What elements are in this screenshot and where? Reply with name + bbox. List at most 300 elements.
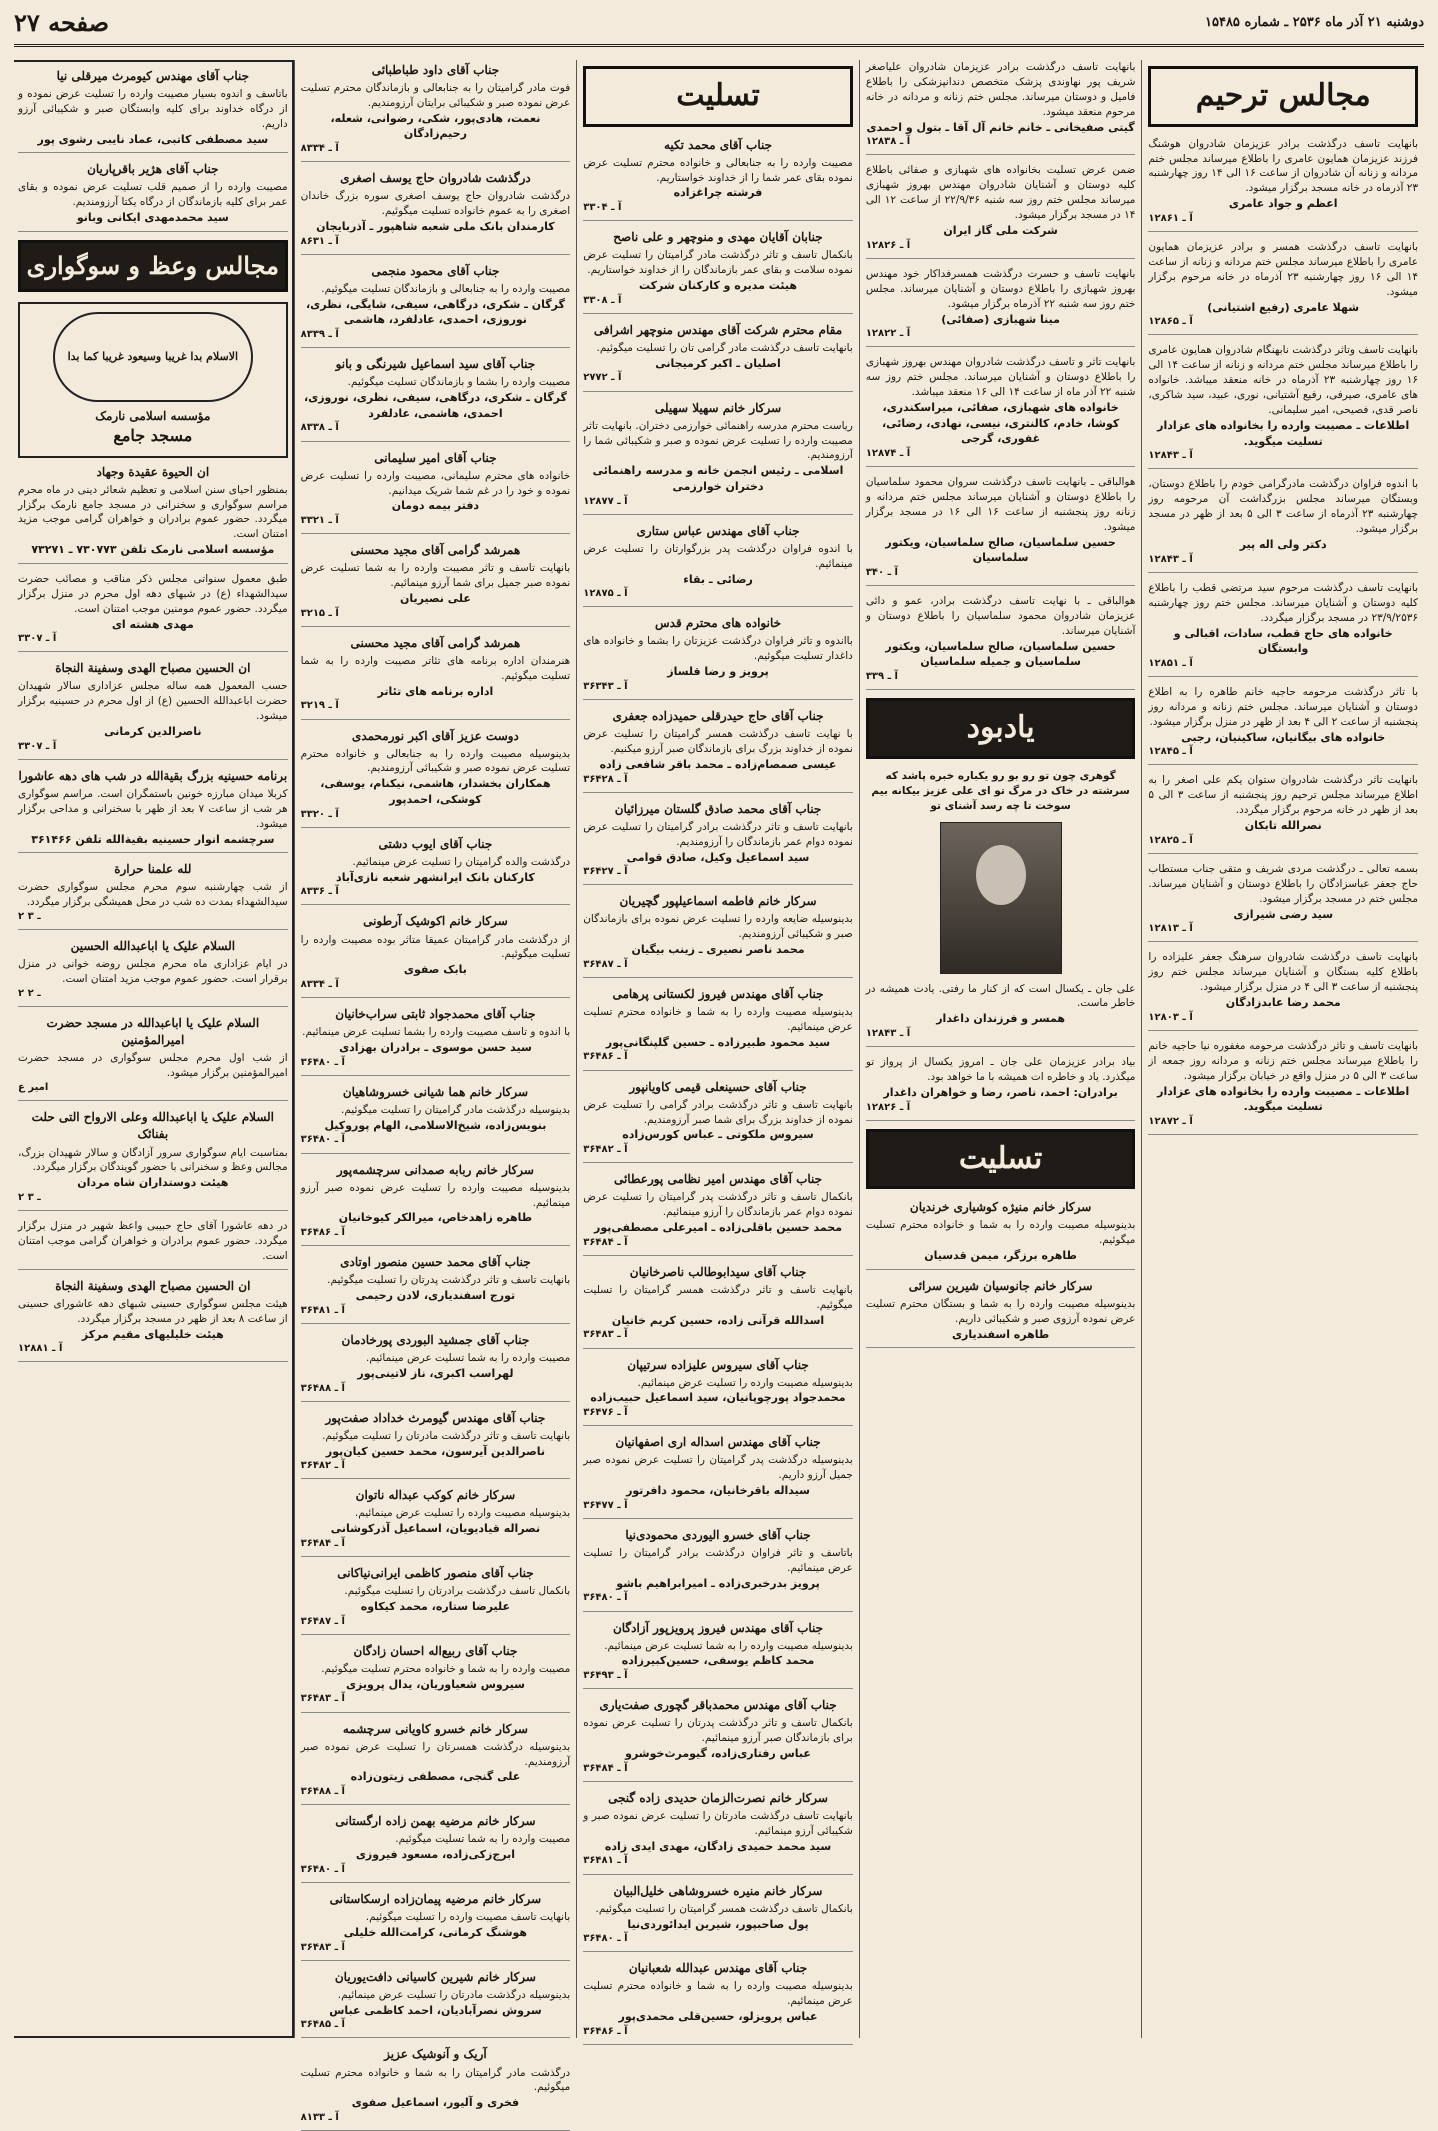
- notice-text: طبق معمول سنواتی مجلس ذکر مناقب و مصائب حضرت سیدالشهداء (ع) در شبهای دهه اول محرم در منزل برگزار میگردد. حضور عموم مومنین موجب امتنان است.: [18, 572, 288, 615]
- column-taslit: [576, 60, 859, 2038]
- notice-text: بانهایت تاسف و تاثر درگذشت مادرتان را تسلیت میگوئیم.: [322, 1429, 571, 1442]
- notice-item: [1148, 862, 1418, 943]
- yadbud-code: آ ـ ۱۲۸۴۳: [865, 1027, 911, 1039]
- notice-text: مصیبت وارده را از صمیم قلب تسلیت عرض نموده و بقای عمر برای کلیه بازماندگان از درگاه یکتا آرزومندیم.: [18, 181, 288, 209]
- notice-text: بمناسبت ایام سوگواری سرور آزادگان و سالار شهیدان بزرگ، مجالس وعظ و سخنرانی با حضور گویندگان برگزار میگردد.: [18, 1146, 288, 1174]
- notice-code: آ ـ ۳۶۴۸۶: [583, 1051, 628, 1063]
- emblem-ring-text: الاسلام بدا غریبا وسیعود غریبا کما بدا: [53, 312, 253, 402]
- notice-code: آ ـ ۸۳۳۴: [300, 978, 339, 990]
- page-number: صفحه ۲۷: [14, 7, 110, 37]
- notice-code: آ ـ ۳۳۹: [865, 671, 898, 683]
- notice-item: [18, 938, 288, 1007]
- notice-signature: محمد حسین باقلی‌زاده ـ امیرعلی مصطفی‌پور: [594, 1221, 843, 1235]
- notice-signature: ناصرالدین آیرسون، محمد حسین کیان‌پور: [325, 1444, 545, 1458]
- notice-text: بانکمال تاسف و تاثر درگذشت مادر گرامیتان را تسلیت عرض نموده سلامت و بقای عمر بازماندگان را از خداوند خواستاریم.: [583, 249, 853, 277]
- column-two: [859, 60, 1142, 2038]
- notice-item: [1148, 685, 1418, 766]
- notice-text: بانهایت تاسف درگذشت شادروان سرهنگ جعفر علیزاده را باطلاع کلیه بستگان و آشنایان میرساند مجلس ختم روز پنجشنبه از ساعت ۳ الی ۴ در منزل برگزار میشود.: [1148, 951, 1418, 994]
- notice-code: آ ـ ۸۳۳۴: [300, 143, 339, 155]
- yadbud-notice: [866, 769, 1136, 1047]
- notice-code: آ ـ ۱۲۸۶۵: [1148, 316, 1193, 328]
- notice-item: [583, 1527, 853, 1612]
- notice-item: [583, 1079, 853, 1164]
- masthead: [14, 0, 1424, 47]
- notice-code: ۲ ـ ۳: [18, 911, 41, 923]
- notice-item: [583, 1620, 853, 1690]
- notice-signature: سید محمدمهدی ایکانی وبانو: [76, 211, 229, 225]
- notice-text: بانکمال تاسف درگذشت برادرتان را تسلیت میگوئیم.: [344, 1585, 571, 1598]
- tarhim-list: [1148, 137, 1418, 1136]
- notice-signature: سرچشمه انوار حسینیه بقیةالله تلفن ۳۶۱۴۶۶: [31, 832, 275, 846]
- notice-text: بدینوسیله مصیبت وارده را به شما و خانواده محترم تسلیت عرض مینمائیم.: [583, 1980, 853, 2008]
- notice-title: جناب آقای منصور کاظمی ایرانی‌نیاکانی: [337, 1566, 534, 1581]
- notice-code: آ ـ ۳۶۴۲۷: [583, 866, 628, 878]
- notice-item: [583, 1171, 853, 1256]
- notice-code: آ ـ ۳۲۱۵: [300, 607, 339, 619]
- notice-title: جناب آقای محمد حسین منصور اوتادی: [340, 1255, 531, 1270]
- section-header-taslit: تسلیت: [583, 66, 853, 127]
- column-five-top-list: [18, 68, 288, 232]
- notice-title: جناب آقای محمد صادق گلستان میرزائیان: [614, 801, 822, 816]
- notice-text: مصیبت وارده را به شما تسلیت میگوئیم.: [395, 1833, 571, 1846]
- column-four: [294, 60, 577, 2123]
- notice-item: [301, 450, 571, 535]
- notice-code: آ ـ ۳۶۴۸۰: [583, 1592, 628, 1604]
- notice-text: بدینوسیله درگذشت همسرتان را تسلیت عرض نموده صبر آرزومندیم.: [300, 1740, 571, 1768]
- notice-text: درگذشت مادر گرامیتان را به شما و خانواده محترم تسلیت میگوئیم.: [300, 2066, 571, 2094]
- notice-item: [301, 62, 571, 162]
- notice-title: جناب آقای هژیر باقرپاریان: [87, 162, 219, 177]
- notice-item: [301, 1813, 571, 1883]
- notice-title: جناب آقای داود طباطبائی: [371, 63, 500, 77]
- notice-signature: علی گنجی، مصطفی زیتون‌زاده: [350, 1770, 521, 1784]
- notice-title: جناب آقای ربیع‌اله احسان زادگان: [353, 1643, 518, 1658]
- notice-title: سرکار خانم خسرو کاویانی سرچشمه: [342, 1721, 528, 1736]
- notice-code: آ ـ ۳۶۴۸۸: [300, 1382, 345, 1394]
- notice-text: هنرمندان اداره برنامه های تئاتر مصیبت وارده را به شما تسلیت میگوئیم.: [300, 654, 571, 682]
- notice-item: [1148, 240, 1418, 335]
- notice-text: با تاثر درگذشت مرحومه حاجیه خانم طاهره را به اطلاع دوستان و آشنایان میرساند. مجلس ختم زنانه و مردانه روز پنجشنبه از ساعت ۲ الی ۴ بعد از ظهر در منزل برگزار میشود.: [1148, 685, 1418, 728]
- notice-title: سرکار خانم سهیلا سهیلی: [654, 400, 782, 415]
- notice-item: [301, 170, 571, 255]
- notice-signature: سید حسن موسوی ـ برادران بهزادی: [339, 1041, 532, 1055]
- notice-text: با اندوه فراوان درگذشت مادرگرامی خودم را باطلاع دوستان، وبستگان میرساند مجلس بزرگداشت آن مرحومه روز چهارشنبه ۲۳ آذرماه از ساعت ۳ الی ۵ بعد از ظهر در مسجد برگزار میشود.: [1148, 478, 1418, 536]
- mosque-emblem: [18, 302, 288, 458]
- notice-code: آ ـ ۲۷۷۲: [583, 372, 622, 384]
- notice-text: مصیبت وارده را به شما و خانواده محترم تسلیت میگوئیم.: [321, 1662, 571, 1675]
- notice-signature: سروش نصرآبادیان، احمد کاظمی عباس: [329, 2003, 542, 2017]
- notice-code: آ ـ ۱۲۸۱۳: [1148, 923, 1193, 935]
- yadbud-verse: گوهری چون تو رو بو رو یکباره خبره پاشد که سرشته در خاک در مرگ تو ای علی عزیز بیکانه بیم سوخت تا چه رسد آشنای تو: [871, 769, 1130, 812]
- notice-text: بااندوه و تاثر فراوان درگذشت عزیزتان را بشما و خانواده های داغدار تسلیت میگوئیم.: [583, 635, 853, 663]
- notice-text: با نهایت تاسف درگذشت همسر گرامیتان را تسلیت عرض نموده از خداوند بزرگ برای بازماندگان صبر آرزو میکنیم.: [583, 728, 853, 755]
- notice-item: [583, 1357, 853, 1427]
- notice-title: جناب آقای مهندس امیر نظامی پورعطائی: [613, 1172, 823, 1187]
- notice-signature: کارمندان بانک ملی شعبه شاهپور ـ آذربایجان: [316, 220, 555, 234]
- notice-item: [301, 1332, 571, 1402]
- notice-signature: نصراله قیادیویان، اسماعیل آذرکوشانی: [330, 1522, 541, 1536]
- notice-text: بانهایت تاسف درگذشت همسر و برادر عزیزمان همایون عامری را باطلاع میرساند مجلس ختم مردانه و زنانه از ساعت ۱۴ الی ۱۶ روز چهارشنبه ۲۳ آذرماه در خانه مرحوم برگزار میشود.: [1148, 241, 1419, 298]
- notice-item: [583, 1960, 853, 2045]
- notice-text: بدینوسیله مصیبت وارده را تسلیت عرض نموده صبر آرزو مینمائیم.: [300, 1181, 571, 1209]
- notice-title: جنابان آقایان مهدی و منوچهر و علی ناصح: [613, 230, 823, 245]
- notice-code: آ ـ ۱۲۸۴۳: [1148, 450, 1193, 462]
- yadbud-notice-2: [866, 1055, 1136, 1121]
- notice-item: [301, 1643, 571, 1713]
- notice-title: جناب آقای محمدجواد ثابتی سراب‌خانیان: [335, 1007, 536, 1022]
- notice-code: آ ـ ۸۳۳۶: [300, 886, 339, 898]
- yadbud2-code: آ ـ ۱۲۸۲۶: [865, 1101, 911, 1113]
- notice-text: مصیبت وارده را بشما و بازماندگان تسلیت میگوئیم.: [347, 376, 571, 389]
- notice-code: آ ـ ۱۲۸۷۴: [865, 447, 911, 459]
- notice-signature: هوشنگ کرمانی، کرامت‌الله خلیلی: [343, 1925, 528, 1939]
- notice-title: ان الحسین مصباح الهدی وسفینة النجاة: [55, 1278, 251, 1293]
- notice-item: [583, 1697, 853, 1782]
- notice-code: آ ـ ۳۶۴۸۶: [300, 1227, 345, 1239]
- notice-item: [583, 708, 853, 793]
- notice-code: آ ـ ۳۶۴۸۰: [300, 1134, 345, 1146]
- column-two-list: [866, 60, 1136, 690]
- notice-item: [18, 68, 288, 153]
- notice-text: بانهایت تاسف و تاثر درگذشت برادر گرامیتان را تسلیت عرض نموده دوام عمر بازماندگان را آرزومندیم.: [583, 820, 853, 848]
- notice-code: آ ـ ۳۶۴۸۶: [583, 2025, 628, 2037]
- notice-text: بدینوسیله مصیبت وارده را به شما تسلیت عرض مینمائیم.: [604, 1639, 853, 1652]
- notice-title: جناب آقای مهندس عباس ستاری: [636, 523, 800, 538]
- notice-text: بانهایت تاسف و تاثر درگذشت پدرتان را تسلیت میگوئیم.: [327, 1274, 571, 1287]
- notice-code: آ ـ ۱۲۸۲۵: [1148, 834, 1193, 846]
- notice-item: [1148, 477, 1418, 572]
- notice-item: [1148, 343, 1418, 469]
- notice-code: آ ـ ۱۲۸۵۱: [1148, 657, 1193, 669]
- notice-title: درگذشت شادروان حاج یوسف اصغری: [340, 171, 531, 186]
- notice-signature: نعمت، هادی‌پور، شکی، رضوانی، شعله، رحیم‌زادگان: [330, 111, 541, 141]
- notice-item: [583, 137, 853, 222]
- notice-signature: خانواده های شهبازی، صفائی، میراسکندری، کوشا، خادم، کالنتری، نیسی، نهادی، رضائی، غفوری، گرجی: [881, 401, 1120, 446]
- notice-code: آ ـ ۳۶۴۷۷: [583, 1499, 628, 1511]
- notice-title: جناب آقای مهندس کیومرث میرقلی نیا: [56, 69, 250, 83]
- notice-title: جناب آقای حاج حیدرقلی حمیدزاده جعفری: [612, 709, 824, 724]
- notice-title: جناب آقای مهندس محمدباقر گچوری صفت‌یاری: [599, 1698, 837, 1713]
- notice-title: جناب آقای مهندس اسداله اری اصفهانیان: [615, 1435, 821, 1450]
- notice-text: خانواده های محترم سلیمانی، مصیبت وارده را تسلیت عرض نموده و خود را در غم شما شریک میدانیم.: [300, 469, 571, 497]
- notice-item: [18, 464, 288, 564]
- notice-text: درگذشت شادروان حاج یوسف اصغری سوره بزرگ خاندان اصغری را به عموم خانواده تسلیت میگوئیم.: [300, 190, 571, 218]
- notice-text: ریاست محترم مدرسه راهنمائی خوارزمی دختران. بانهایت تاثر مصیبت وارده را تسلیت عرض نموده و صبر و شکیبائی شما را آرزومندیم.: [583, 419, 853, 462]
- notice-code: آ ـ ۳۳۰۷: [18, 740, 57, 752]
- notice-text: بدینوسیله مصیبت وارده را به جنابعالی و خانواده محترم تسلیت عرض نموده صبر و شکیبائی آرزومندیم.: [300, 747, 571, 775]
- section-header-yadbud: یادبود: [866, 698, 1136, 759]
- notice-title: جناب آقای مهندس فیروز لکستانی پرهامی: [612, 986, 824, 1001]
- notice-text: بانهایت تاسف درگذشت برادر عزیزمان شادروان هوشنگ فرزند عزیزمان همایون عامری را باطلاع میرساند مجلس ختم مردانه و زنانه آن شادروان از ساعت ۱۶ الی ۱۴ روز چهارشنبه ۲۳ آذرماه در خانه مسجد برگزار میشود.: [1148, 137, 1418, 195]
- notice-signature: دفتر بیمه دومان: [391, 499, 480, 513]
- notice-text: بانکمال تاسف و تاثر درگذشت پدر گرامیتان را تسلیت عرض نموده دوام عمر بازماندگان را آرزو مینمائیم.: [583, 1191, 853, 1219]
- notice-code: آ ـ ۳۶۴۸۲: [583, 1144, 628, 1156]
- notice-signature: اسدالله قرآنی زاده، حسین کریم خانیان: [611, 1313, 825, 1327]
- notice-text: بدینوسیله ضایعه وارده را تسلیت عرض نموده برای بازماندگان صبر و شکیبائی آرزومندیم.: [583, 913, 853, 941]
- notice-title: همرشد گرامی آقای مجید محسنی: [350, 635, 521, 650]
- notice-signature: ناصرالدین کرمانی: [104, 725, 202, 739]
- section-header-taslit-2: تسلیت: [866, 1129, 1136, 1190]
- notice-text: هوالباقی ـ با نهایت تاسف درگذشت برادر، عمو و دائی عزیزمان شادروان محمود سلماسیان را باطلاع دوستان و آشنایان میرساند.: [865, 595, 1136, 637]
- notice-item: [301, 1565, 571, 1635]
- notice-title: سرکار خانم مرضیه بهمن زاده ارگستانی: [335, 1814, 536, 1829]
- notice-text: بانهایت تاسف و حسرت درگذشت همسرفداکار خود مهندس بهروز شهبازی را باطلاع دوستان و آشنایان میرساند. مجلس ختم روز سه شنبه ۲۲ آذرماه برگزار میشود.: [865, 267, 1136, 310]
- notice-item: [583, 986, 853, 1071]
- notice-code: آ ـ ۳۶۴۸۴: [583, 1762, 628, 1774]
- notice-text: از شب اول محرم مجلس سوگواری در مسجد حضرت امیرالمؤمنین برگزار میشود.: [18, 1052, 288, 1080]
- notice-text: از شب چهارشنبه سوم محرم مجلس سوگواری حضرت سیدالشهداء بمدت ده شب در محل همیشگی برگزار میگردد.: [18, 881, 288, 909]
- notice-code: آ ـ ۱۲۸۲۲: [865, 328, 911, 340]
- notice-item: [1148, 1039, 1418, 1135]
- notice-title: ان الحسین مصباح الهدی وسفینة النجاة: [55, 661, 251, 676]
- notice-signature: حسین سلماسیان، صالح سلماسیان، ویکتور سلماسیان: [885, 535, 1116, 565]
- notice-signature: هیئت خلیلیهای مقیم مرکز: [81, 1327, 224, 1341]
- notice-text: بانهایت تاسف درگذشت مادرتان را تسلیت عرض نموده صبر و شکیبائی آرزو مینمائیم.: [583, 1809, 853, 1837]
- notice-item: [18, 660, 288, 760]
- notice-code: آ ـ ۸۶۳۱: [300, 235, 339, 247]
- notice-signature: علیرضا ستاره، محمد کیکاوه: [360, 1600, 511, 1614]
- notice-code: آ ـ ۳۶۴۸۳: [583, 1329, 628, 1341]
- notice-code: آ ـ ۳۶۴۷۶: [583, 1407, 628, 1419]
- notice-item: [866, 163, 1136, 258]
- notice-item: [583, 1434, 853, 1519]
- notice-title: سرکار خانم مرضیه پیمان‌زاده ارسکاستانی: [329, 1892, 542, 1907]
- notice-signature: پرویز بدرخبری‌زاده ـ امیرابراهیم باشو: [616, 1576, 820, 1590]
- notice-signature: دکتر ولی اله پیر: [1239, 538, 1327, 551]
- notice-text: فوت مادر گرامیتان را به جنابعالی و بازماندگان محترم تسلیت عرض نموده صبر و شکیبائی برایتان آرزومندیم.: [300, 82, 571, 109]
- emblem-org: مؤسسه اسلامی نارمک: [95, 408, 211, 423]
- notice-signature: بابک صفوی: [403, 963, 467, 977]
- notice-text: باتاسف و تاثر فراوان درگذشت برادر گرامیتان را تسلیت عرض مینمائیم.: [583, 1546, 853, 1574]
- notice-title: جناب آقای سید اسماعیل شیرنگی و بانو: [335, 357, 536, 372]
- notice-code: آ ـ ۱۲۸۳۸: [865, 136, 911, 148]
- notice-item: [301, 1487, 571, 1557]
- notice-text: بانهایت تاسف درگذشت مادر گرامی تان را تسلیت میگوئیم.: [596, 341, 853, 354]
- yadbud2-signature: برادران: احمد، ناصر، رضا و خواهران داغدار: [883, 1085, 1118, 1099]
- notice-signature: اصلیان ـ اکبر کرمیجانی: [655, 356, 781, 370]
- notice-title: جناب آقای ایوب دشتی: [378, 836, 493, 851]
- notice-code: آ ـ ۳۶۴۸۷: [583, 958, 628, 970]
- notice-item: [301, 728, 571, 828]
- notice-item: [18, 572, 288, 653]
- notice-text: باتاسف و اندوه بسیار مصیبت وارده را تسلیت عرض نموده و از درگاه خداوند برای کلیه وابستگان صبر و شکیبائی آرزو داریم.: [18, 88, 288, 130]
- notice-signature: طاهره برزگر، میمن قدسیان: [924, 1249, 1077, 1263]
- notice-text: با اندوه و تاسف مصیبت وارده را بشما تسلیت عرض مینمائیم.: [302, 1026, 571, 1039]
- notice-item: [301, 2046, 571, 2131]
- notice-signature: سید محمود طبیرزاده ـ حسین گلپنگانی‌پور: [605, 1035, 831, 1049]
- notice-signature: محمد کاظم یوسفی، حسین‌کبیرزاده: [621, 1654, 815, 1668]
- notice-signature: گرگان ـ شکری، درگاهی، سیفی، شایگی، نظری، نوروزی، احمدی، عادلفرد، هاشمی: [305, 297, 565, 327]
- notice-item: [301, 1969, 571, 2039]
- notice-item: [301, 1891, 571, 1961]
- notice-item: [866, 1199, 1136, 1269]
- notice-title: جناب آقای مهندس فیروز پرویزپور آزادگان: [612, 1620, 824, 1635]
- notice-text: مصیبت وارده را به جنابعالی و خانواده محترم تسلیت عرض نموده بقای عمر شما را از خداوند خواستاریم.: [583, 156, 853, 184]
- notice-item: [301, 1254, 571, 1324]
- notice-signature: محمدجواد پورچوپانیان، سید اسماعیل حبیب‌زاده: [590, 1391, 846, 1405]
- notice-item: [583, 400, 853, 515]
- notice-code: آ ـ ۸۳۳۸: [300, 422, 339, 434]
- notice-item: [301, 1162, 571, 1247]
- notice-item: [301, 542, 571, 627]
- date-line: دوشنبه ۲۱ آذر ماه ۲۵۳۶ ـ شماره ۱۵۴۸۵: [1205, 14, 1424, 30]
- notice-title: جناب آقای خسرو الیوردی محمودی‌نیا: [625, 1527, 811, 1542]
- notice-text: با اندوه فراوان درگذشت پدر بزرگوارتان را تسلیت عرض مینمائیم.: [583, 542, 853, 570]
- notice-text: مصیبت وارده را به جنابعالی و بازماندگان تسلیت میگوئیم.: [321, 282, 571, 295]
- notice-text: از درگذشت مادر گرامیتان عمیقا متاثر بوده مصیبت وارده را تسلیت میگوئیم.: [300, 933, 571, 961]
- notice-signature: کارکنان بانک ایرانشهر شعبه نازی‌آباد: [336, 870, 535, 884]
- notice-code: آ ـ ۳۶۴۸۱: [583, 1855, 628, 1867]
- notice-signature: فخری و آلیور، اسماعیل صفوی: [351, 2096, 520, 2110]
- notice-text: بدینوسیله درگذشت مادر گرامیتان را تسلیت میگوئیم.: [340, 1103, 571, 1116]
- notice-code: آ ـ ۱۲۸۴۵: [1148, 746, 1193, 758]
- notice-item: [18, 1278, 288, 1363]
- section-header-vaz: مجالس وعظ و سوگواری: [18, 240, 288, 292]
- notice-signature: هیئت مدیره و کارکنان شرکت: [639, 279, 798, 293]
- notice-title: جناب آقای سیروس علیزاده سرتیپان: [627, 1357, 809, 1372]
- emblem-name: مسجد جامع: [113, 425, 193, 445]
- notice-title: سرکار خانم فاطمه اسماعیلپور گچیریان: [619, 894, 817, 909]
- notice-signature: اداره برنامه های تئاتر: [377, 684, 494, 698]
- notice-signature: سید رضی شیرازی: [1233, 907, 1334, 921]
- yadbud-caption: علی جان ـ یکسال است که از کنار ما رفتی. یادت همیشه در خاطر ماست.: [865, 982, 1136, 1010]
- notice-signature: اعظم و جواد عامری: [1228, 197, 1338, 211]
- notice-signature: سیداله باقرخانیان، محمود دافرتور: [626, 1484, 810, 1498]
- notice-code: آ ـ ۳۶۴۸۳: [300, 1693, 345, 1705]
- notice-signature: بنویس‌زاده، شیخ‌الاسلامی، الهام پوروکیل: [324, 1118, 547, 1132]
- notice-item: [18, 1015, 288, 1101]
- notice-item: [1148, 773, 1418, 854]
- notice-code: ۲ ـ ۲: [18, 988, 41, 1000]
- notice-signature: لهراسب اکبری، ناز لاتینی‌پور: [357, 1366, 514, 1380]
- notice-text: بانهایت تاسف مصیبت وارده را تسلیت میگوئیم.: [365, 1911, 571, 1924]
- notice-code: آ ـ ۳۶۴۸۰: [583, 1933, 628, 1945]
- notice-signature: سیروس ملکوتی ـ عباس کورس‌زاده: [622, 1128, 814, 1142]
- notice-item: [583, 523, 853, 608]
- notice-code: آ ـ ۸۳۳۹: [300, 329, 339, 341]
- notice-item: [1148, 581, 1418, 677]
- notice-item: [301, 1410, 571, 1480]
- notice-code: آ ـ ۳۴۰: [865, 566, 898, 578]
- notice-text: بانهایت تاسف درگذشت مرحوم سید مرتضی قطب را باطلاع کلیه دوستان و آشنایان میرساند. مجلس ختم روز چهارشنبه ۲۳/۹/۲۵۳۶ در مسجد برگزار میگردد.: [1148, 581, 1418, 624]
- notice-code: آ ـ ۱۲۸۷۵: [583, 588, 628, 600]
- columns: [14, 60, 1424, 2123]
- notice-title: السلام علیک یا اباعبدالله در مسجد حضرت امیرالمؤمنین: [46, 1016, 260, 1048]
- notice-signature: رضائی ـ بقاء: [683, 572, 753, 586]
- notice-code: آ ـ ۳۶۴۸۱: [300, 1304, 345, 1316]
- notice-title: جناب آقای جمشید البوردی پورخادمان: [341, 1332, 530, 1347]
- notice-signature: اطلاعات ـ مصیبت وارده را بخانواده های عزادار تسلیت میگوید.: [1157, 1084, 1410, 1114]
- notice-signature: شرکت ملی گاز ایران: [943, 224, 1058, 238]
- notice-text: ضمن عرض تسلیت بخانواده های شهبازی و صفائی باطلاع کلیه دوستان و آشنایان شادروان مهندس بهروز شهبازی میرساند مجلس ختم روز سه شنبه ۲۲/۹/۳۶ از ساعت ۱۲ الی ۱۴ در مسجد برگزار میشود.: [865, 164, 1136, 222]
- notice-text: بدینوسیله مصیبت وارده را به شما و بستگان محترم تسلیت عرض نموده آرزوی صبر و شکیبائی داریم.: [865, 1297, 1136, 1325]
- notice-signature: مؤسسه اسلامی نارمک تلفن ۷۳۰۷۷۳ ـ ۷۳۲۷۱: [31, 543, 275, 557]
- notice-title: سرکار خانم ربابه صمدانی سرچشمه‌پور: [336, 1162, 534, 1177]
- taslit-2-list: [866, 1199, 1136, 1348]
- notice-code: آ ـ ۱۲۸۷۲: [1148, 1115, 1193, 1127]
- notice-item: [866, 594, 1136, 690]
- notice-text: بانهایت تاسف و تاثر درگذشت برادر گرامی را تسلیت عرض نموده از خداوند بزرگ برای شما صبر آرزومندیم.: [583, 1098, 853, 1126]
- notice-text: بانهایت تاسف درگذشت برادر عزیزمان شادروان علیاصغر شریف پور نهاوندی پزشک متخصص دندانپزشکی را باطلاع فامیل و دوستان میرساند. مجلس ختم زنانه و مردانه در خانه مرحوم منعقد میشود.: [865, 61, 1136, 118]
- notice-text: حسب المعمول همه ساله مجلس عزاداری سالار شهیدان حضرت اباعبدالله الحسین (ع) از اول محرم در حسینیه برگزار میشود.: [18, 680, 288, 723]
- notice-title: ان الحیوة عقیدة وجهاد: [96, 464, 210, 479]
- notice-item: [583, 322, 853, 392]
- notice-title: جناب آقای محمد تکیه: [663, 137, 773, 152]
- notice-text: بانکمال تاسف درگذشت همسر گرامیتان را تسلیت میگوئیم.: [595, 1902, 853, 1915]
- notice-signature: محمد رضا عابدزادگان: [1225, 996, 1341, 1010]
- notice-text: بانهایت تاثر و تاسف درگذشت شادروان مهندس بهروز شهبازی را باطلاع دوستان و آشنایان میرساند. مجلس ختم روز سه شنبه ۲۲ آذر ماه از ساعت ۱۴ الی ۱۶ منعقد میباشد.: [865, 356, 1136, 399]
- notice-signature: اسلامی ـ رئیس انجمن خانه و مدرسه راهنمائی دختران خوارزمی: [592, 464, 844, 493]
- yadbud-signature: همسر و فرزندان داغدار: [936, 1012, 1065, 1026]
- notice-signature: عباس رفتاری‌زاده، گیومرث‌خوشرو: [625, 1747, 811, 1761]
- column-majales-tarhim: [1141, 60, 1424, 2038]
- notice-item: [866, 475, 1136, 586]
- notice-title: لله علمنا حرارة: [114, 862, 192, 877]
- notice-signature: تورج اسفندیاری، لادن رحیمی: [355, 1289, 516, 1303]
- notice-item: [583, 1790, 853, 1875]
- vaz-list: [18, 464, 288, 1363]
- notice-title: دوست عزیز آقای اکبر نورمحمدی: [351, 728, 519, 743]
- notice-signature: نصرالله تابکان: [1244, 819, 1322, 833]
- notice-code: آ ـ ۱۲۸۲۶: [865, 239, 911, 251]
- taslit-list: [583, 137, 853, 2045]
- notice-text: هوالباقی ـ بانهایت تاسف درگذشت سروان محمود سلماسیان را باطلاع دوستان و آشنایان میرساند مجلس ختم مردانه و زنانه روز پنجشنبه از ساعت ۱۶ الی ۱۶ در مسجد برگزار میشود.: [865, 476, 1136, 533]
- notice-signature: عیسی صمصام‌زاده ـ محمد باقر شافعی زاده: [599, 757, 837, 771]
- notice-text: بانهایت تاثر درگذشت شادروان ستوان یکم علی اصغر را به اطلاع میرساند مجلس ترحیم روز پنجشنبه از ساعت ۳ الی ۵ بعد از ظهر در خانه مرحوم برگزار میگردد.: [1148, 774, 1418, 817]
- notice-code: آ ـ ۳۶۴۸۵: [300, 2019, 345, 2031]
- notice-signature: اطلاعات ـ مصیبت وارده را بخانواده های عزادار تسلیت میگوید.: [1157, 418, 1410, 448]
- notice-code: آ ـ ۳۶۴۸۷: [300, 1615, 345, 1627]
- notice-title: همرشد گرامی آقای مجید محسنی: [350, 543, 521, 558]
- notice-text: بانهایت تاسف و تاثر مصیبت وارده را به شما تسلیت عرض نموده صبر جمیل برای شما آرزو مینمائیم.: [300, 562, 571, 590]
- notice-signature: خانواده های بیگانیان، ساکینیان، رجبی: [1181, 730, 1386, 744]
- notice-item: [301, 836, 571, 906]
- column-four-list: [301, 62, 571, 2131]
- notice-title: برنامه حسینیه بزرگ بقیةالله در شب های دهه عاشورا: [18, 768, 288, 783]
- notice-text: هیئت مجلس سوگواری حسینی شبهای دهه عاشورای حسینی از ساعت ۸ بعد از ظهر در مسجد برگزار میگردد.: [18, 1297, 288, 1325]
- notice-item: [583, 1883, 853, 1953]
- notice-title: جناب آقای مهندس عبدالله شعبانیان: [628, 1961, 808, 1976]
- notice-text: بانکمال تاسف و تاثر درگذشت پدرتان را تسلیت عرض نموده برای بازماندگان صبر آرزو مینمائیم.: [583, 1717, 853, 1745]
- notice-code: آ ـ ۳۶۴۹۳: [583, 1670, 628, 1682]
- notice-code: آ ـ ۸۱۳۳: [300, 2111, 339, 2123]
- notice-title: جناب آقای حسینعلی قیمی کاویانپور: [629, 1079, 807, 1094]
- notice-title: سرکار خانم شیرین کاسیانی دافت‌یوریان: [334, 1969, 536, 1984]
- notice-signature: سید مصطفی کاتبی، عماد نایبی رشوی پور: [37, 132, 269, 146]
- notice-code: آ ـ ۱۲۸۶۱: [1148, 212, 1193, 224]
- notice-signature: حسین سلماسیان، صالح سلماسیان، ویکتور سلماسیان و جمیله سلماسیان: [885, 639, 1116, 669]
- notice-item: [301, 1721, 571, 1806]
- notice-signature: پرویز و رضا قلساز: [667, 665, 769, 679]
- notice-item: [18, 1109, 288, 1211]
- notice-signature: گیتی صفیخانی ـ خانم خانم آل آقا ـ بتول و احمدی: [866, 120, 1135, 134]
- notice-item: [866, 355, 1136, 467]
- notice-code: آ ـ ۱۲۸۴۳: [1148, 553, 1193, 565]
- section-header-tarhim: مجالس ترحیم: [1148, 66, 1418, 127]
- notice-code: آ ـ ۳۳۰۴: [583, 202, 622, 214]
- portrait-photo: [940, 822, 1062, 974]
- notice-signature: خانواده های حاج قطب، سادات، اقبالی و وابستگان: [1173, 626, 1393, 656]
- notice-item: [18, 768, 288, 853]
- notice-item: [583, 801, 853, 886]
- notice-item: [866, 267, 1136, 348]
- notice-title: خانواده های محترم قدس: [655, 616, 782, 631]
- notice-code: آ ـ ۳۶۴۲۸: [583, 773, 628, 785]
- notice-title: سرکار خانم کوکب عبداله ناتوان: [355, 1488, 516, 1503]
- notice-title: جناب آقای سیدابوطالب ناصرخانیان: [629, 1264, 807, 1279]
- notice-code: آ ـ ۳۳۰۷: [18, 633, 57, 645]
- notice-text: بدینوسیله درگذشت مادرتان را تسلیت عرض مینمائیم.: [337, 1988, 571, 2001]
